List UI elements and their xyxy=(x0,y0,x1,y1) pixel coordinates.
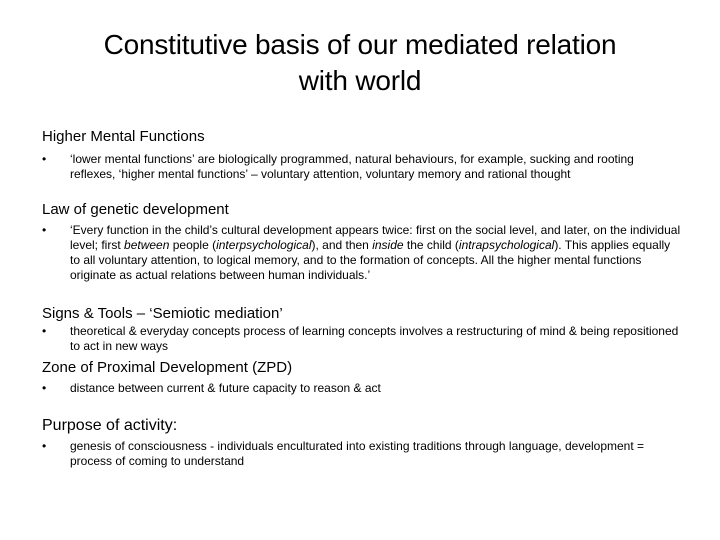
quote-part-1: ‘Every function in the child’s cultural development appears twice: first on the social level, and later, on the individual level; first xyxy=(70,223,681,252)
slide-title xyxy=(60,27,660,99)
bullet-dot: • xyxy=(42,152,47,166)
bullet-signs-and-tools xyxy=(42,324,682,354)
bullet-text: genesis of consciousness - individuals enculturated into existing traditions through language, development = process of coming to understand xyxy=(70,439,645,468)
bullet-text: distance between current & future capacity to reason & act xyxy=(70,381,381,395)
quote-inside: inside xyxy=(372,238,404,252)
quote-between: between xyxy=(124,238,170,252)
bullet-text xyxy=(70,223,682,283)
bullet-dot: • xyxy=(42,381,47,395)
heading-signs-and-tools: Signs & Tools – ‘Semiotic mediation’ xyxy=(42,305,283,322)
quote-part-3: people ( xyxy=(169,238,217,252)
bullet-dot: • xyxy=(42,324,47,338)
bullet-zpd xyxy=(42,381,682,396)
quote-intrapsychological: intrapsychological xyxy=(458,238,555,252)
title-line-2: with world xyxy=(298,65,422,96)
quote-interpsychological: interpsychological xyxy=(216,238,312,252)
heading-law-of-genetic-development: Law of genetic development xyxy=(42,201,229,218)
bullet-text: theoretical & everyday concepts process of learning concepts involves a restructuring of mind & being repositioned to act in new ways xyxy=(70,324,679,353)
quote-part-7: the child ( xyxy=(403,238,459,252)
bullet-higher-mental-functions xyxy=(42,152,682,182)
quote-part-5: ), and then xyxy=(311,238,373,252)
heading-purpose-of-activity: Purpose of activity: xyxy=(42,417,178,434)
bullet-text: ‘lower mental functions’ are biologically programmed, natural behaviours, for example, sucking and rooting reflexes, ‘higher mental functions’ – voluntary attention, voluntary memory and rational thought xyxy=(70,152,634,181)
bullet-law-of-genetic-development xyxy=(42,223,682,283)
quote-part-9: ). This applies equally to all voluntary attention, to logical memory, and to the formation of concepts. All the higher mental functions originate as actual relations between human individuals.’ xyxy=(70,238,671,282)
heading-higher-mental-functions: Higher Mental Functions xyxy=(42,128,205,145)
heading-zpd: Zone of Proximal Development (ZPD) xyxy=(42,359,293,376)
title-line-1: Constitutive basis of our mediated relation xyxy=(103,29,617,60)
bullet-dot: • xyxy=(42,223,47,237)
bullet-dot: • xyxy=(42,439,47,453)
bullet-purpose-of-activity xyxy=(42,439,682,469)
